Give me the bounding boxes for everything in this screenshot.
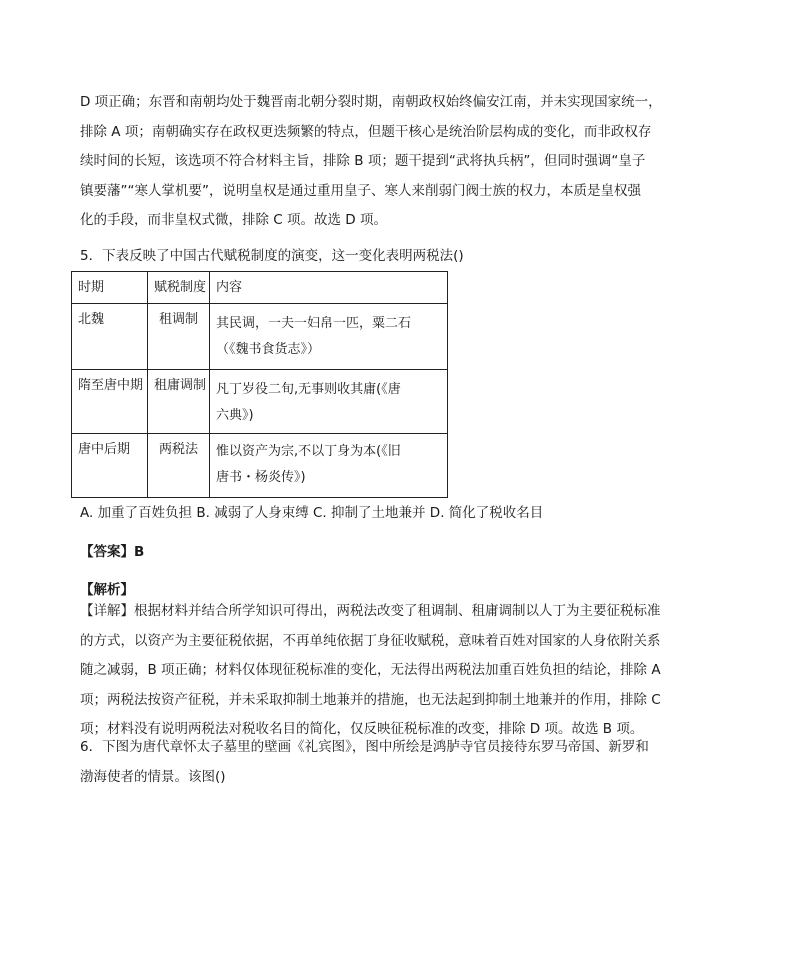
analysis-paragraph xyxy=(80,597,720,745)
text-line: 的方式，以资产为主要征税依据，不再单纯依据丁身征收赋税，意味着百姓对国家的人身依附关系 xyxy=(80,632,661,649)
system-cell: 租庸调制 xyxy=(148,370,210,434)
table-header-cell: 时期 xyxy=(72,272,148,304)
system-cell: 租调制 xyxy=(148,304,210,370)
text-line: 随之减弱，B 项正确；材料仅体现征税标准的变化，无法得出两税法加重百姓负担的结论，排除 A xyxy=(80,662,661,678)
period-cell: 北魏 xyxy=(72,304,148,370)
question-6-stem xyxy=(80,733,720,792)
table-header-cell: 内容 xyxy=(210,272,448,304)
content-cell: 其民调，一夫一妇帛一匹，粟二石 （《魏书食货志》） xyxy=(210,304,448,370)
text-line: 6．下图为唐代章怀太子墓里的壁画《礼宾图》，图中所绘是鸿胪寺官员接待东罗马帝国、新罗和 xyxy=(80,739,649,755)
text-line: 排除 A 项；南朝确实存在政权更迭频繁的特点，但题干核心是统治阶层构成的变化，而非政权存 xyxy=(80,123,652,140)
question-5-options: A. 加重了百姓负担 B. 减弱了人身束缚 C. 抑制了土地兼并 D. 简化了税收名目 xyxy=(80,505,544,521)
system-cell: 两税法 xyxy=(148,434,210,498)
text-line: 【详解】根据材料并结合所学知识可得出，两税法改变了租调制、租庸调制以人丁为主要征税标准 xyxy=(80,603,661,619)
table-row xyxy=(72,304,448,370)
explanation-paragraph xyxy=(80,88,720,236)
text-line: 渤海使者的情景。该图() xyxy=(80,768,226,785)
content-cell: 惟以资产为宗,不以丁身为本(《旧 唐书・杨炎传》) xyxy=(210,434,448,498)
text-line: 项；材料没有说明两税法对税收名目的简化，仅反映征税标准的改变，排除 D 项。故选 B 项。 xyxy=(80,721,644,737)
text-line: 续时间的长短，该选项不符合材料主旨，排除 B 项；题干提到“武将执兵柄”，但同时强调“皇子 xyxy=(80,153,646,169)
table-header-cell: 赋税制度 xyxy=(148,272,210,304)
analysis-label: 【解析】 xyxy=(80,582,134,598)
text-line: 镇要藩”“寒人掌机要”，说明皇权是通过重用皇子、寒人来削弱门阀士族的权力，本质是皇权强 xyxy=(80,182,641,199)
tax-system-table xyxy=(71,271,448,498)
answer-label: 【答案】B xyxy=(80,544,145,560)
table-header-row xyxy=(72,272,448,304)
text-line: 化的手段，而非皇权式微，排除 C 项。故选 D 项。 xyxy=(80,212,387,228)
table-row xyxy=(72,434,448,498)
text-line: 项；两税法按资产征税，并未采取抑制土地兼并的措施，也无法起到抑制土地兼并的作用，排除 C xyxy=(80,691,661,708)
content-cell: 凡丁岁役二旬,无事则收其庸(《唐 六典》) xyxy=(210,370,448,434)
text-line: D 项正确；东晋和南朝均处于魏晋南北朝分裂时期，南朝政权始终偏安江南，并未实现国家统一， xyxy=(80,94,662,110)
period-cell: 隋至唐中期 xyxy=(72,370,148,434)
question-5-stem: 5．下表反映了中国古代赋税制度的演变，这一变化表明两税法() xyxy=(80,248,464,264)
table-row xyxy=(72,370,448,434)
period-cell: 唐中后期 xyxy=(72,434,148,498)
